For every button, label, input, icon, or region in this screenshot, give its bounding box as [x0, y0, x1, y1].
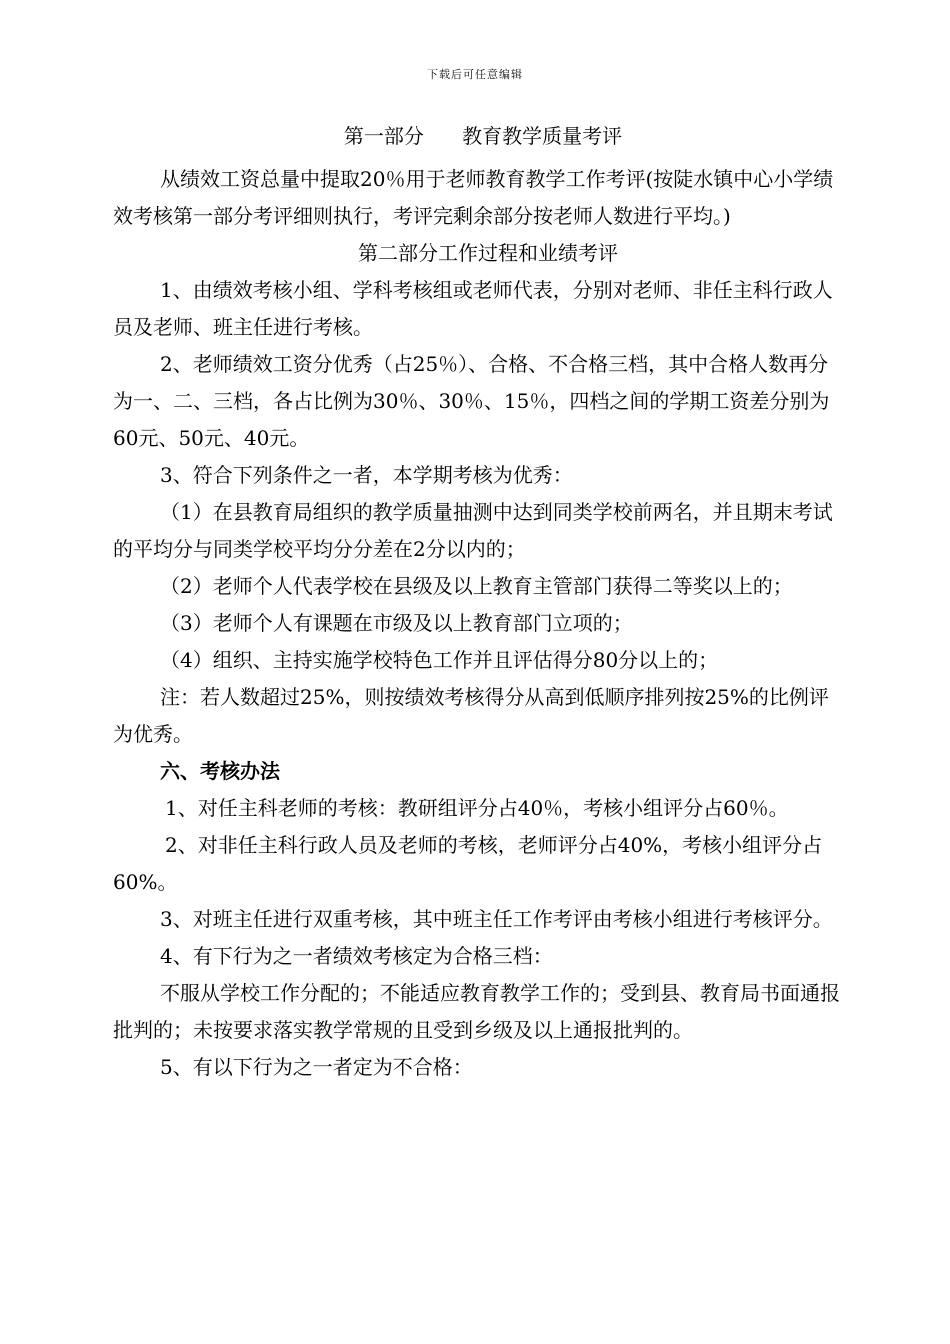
note-paragraph: 注：若人数超过25%，则按绩效考核得分从高到低顺序排列按25%的比例评为优秀。: [113, 685, 829, 746]
condition-3: （3）老师个人有课题在市级及以上教育部门立项的；: [160, 611, 633, 635]
paragraph-3: 3、符合下列条件之一者，本学期考核为优秀：: [160, 463, 573, 487]
part1-title: 第一部分 教育教学质量考评: [343, 124, 623, 148]
page-header-watermark: 下载后可任意编辑: [427, 68, 523, 81]
section-6-heading: 六、考核办法: [160, 759, 280, 783]
method-4-detail: 不服从学校工作分配的；不能适应教育教学工作的；受到县、教育局书面通报批判的；未按要求落实教学常规的且受到乡级及以上通报批判的。: [113, 981, 840, 1042]
condition-2: （2）老师个人代表学校在县级及以上教育主管部门获得二等奖以上的；: [160, 574, 793, 598]
method-3: 3、对班主任进行双重考核，其中班主任工作考评由考核小组进行考核评分。: [160, 907, 833, 931]
paragraph-1: 1、由绩效考核小组、学科考核组或老师代表，分别对老师、非任主科行政人员及老师、班主任进行考核。: [113, 278, 833, 339]
method-2: 2、对非任主科行政人员及老师的考核，老师评分占40%，考核小组评分占60%。: [113, 833, 823, 894]
document-body: [113, 118, 843, 1086]
condition-4: （4）组织、主持实施学校特色工作并且评估得分80分以上的；: [160, 648, 719, 672]
method-4: 4、有下行为之一者绩效考核定为合格三档：: [160, 944, 553, 968]
part1-paragraph: 从绩效工资总量中提取20％用于老师教育教学工作考评(按陡水镇中心小学绩效考核第一部分考评细则执行，考评完剩余部分按老师人数进行平均。): [113, 167, 834, 228]
condition-1: （1）在县教育局组织的教学质量抽测中达到同类学校前两名，并且期末考试的平均分与同类学校平均分分差在2分以内的；: [113, 500, 833, 561]
method-1: 1、对任主科老师的考核：教研组评分占40％，考核小组评分占60％。: [165, 796, 789, 820]
method-5: 5、有以下行为之一者定为不合格：: [160, 1055, 473, 1079]
paragraph-2: 2、老师绩效工资分优秀（占25％）、合格、不合格三档，其中合格人数再分为一、二、三档，各占比例为30％、30％、15％，四档之间的学期工资差分别为60元、50元、40元。: [113, 352, 830, 450]
part2-title: 第二部分工作过程和业绩考评: [358, 241, 618, 265]
